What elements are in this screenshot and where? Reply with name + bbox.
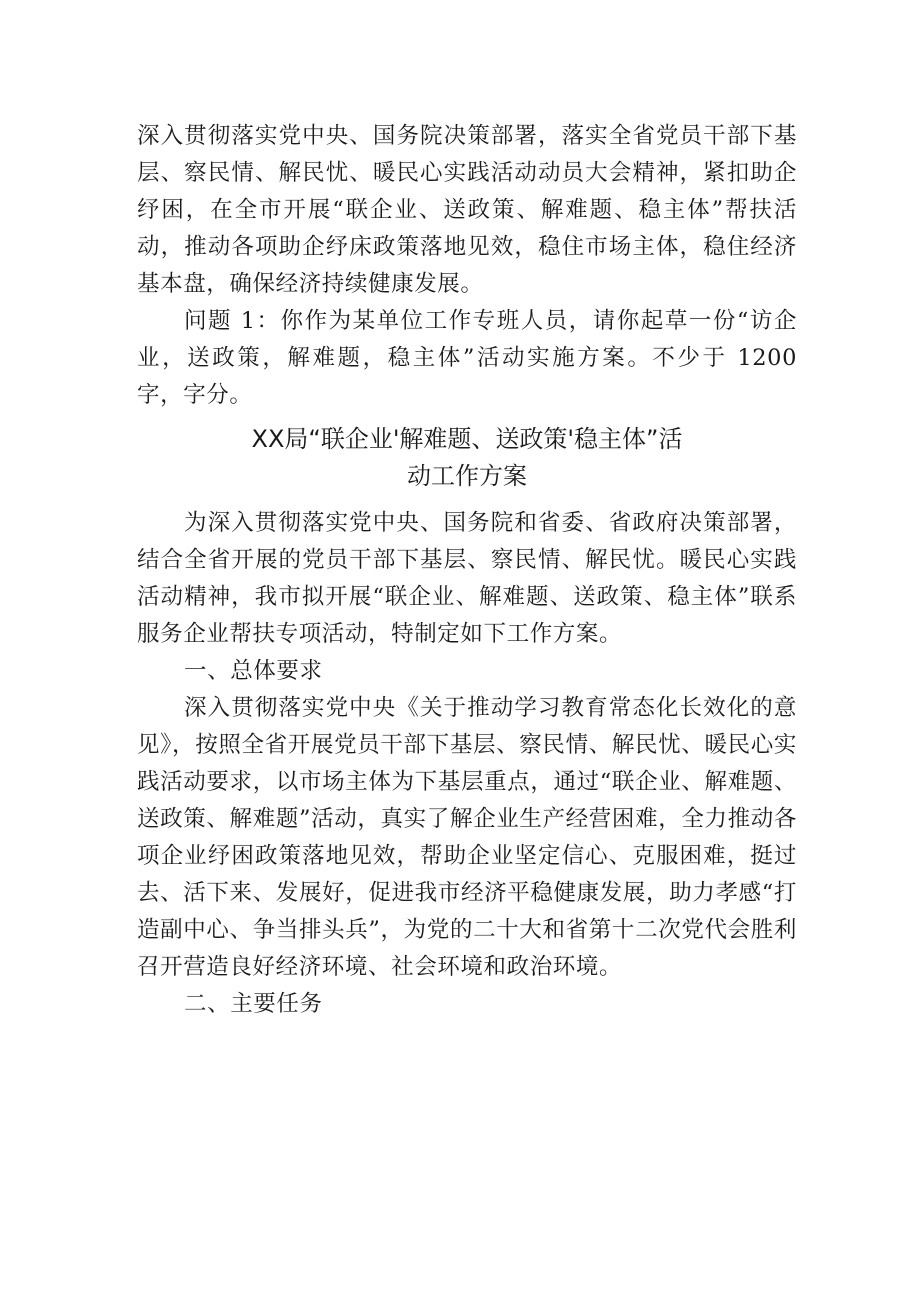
intro-paragraph: 深入贯彻落实党中央、国务院决策部署，落实全省党员干部下基层、察民情、解民忧、暖民心实践活动动员大会精神，紧扣助企纾困，在全市开展“联企业、送政策、解难题、稳主体”帮扶活动，推动各项助企纾床政策落地见效，稳住市场主体，稳住经济基本盘，确保经济持续健康发展。 — [137, 123, 797, 297]
document-title-line-1: XX局“联企业'解难题、送政策'稳主体”活 — [251, 425, 683, 453]
section-1-body: 深入贯彻落实党中央《关于推动学习教育常态化长效化的意见》，按照全省开展党员干部下基层、察民情、解民忧、暖民心实践活动要求，以市场主体为下基层重点，通过“联企业、解难题、送政策、解难题”活动，真实了解企业生产经营困难，全力推动各项企业纾困政策落地见效，帮助企业坚定信心、克服困难，挺过去、活下来、发展好，促进我市经济平稳健康发展，助力孝感“打造副中心、争当排头兵”，为党的二十大和省第十二次党代会胜利召开营造良好经济环境、社会环境和政治环境。 — [137, 695, 797, 980]
question-paragraph: 问题 1：你作为某单位工作专班人员，请你起草一份“访企业，送政策，解难题，稳主体”活动实施方案。不少于 1200 字，字分。 — [137, 308, 797, 408]
document-page — [137, 118, 797, 1023]
document-title-line-2: 动工作方案 — [407, 462, 527, 490]
document-title — [137, 421, 797, 495]
section-1-heading: 一、总体要求 — [184, 658, 323, 684]
section-2-heading: 二、主要任务 — [184, 991, 323, 1017]
preamble-paragraph: 为深入贯彻落实党中央、国务院和省委、省政府决策部署，结合全省开展的党员干部下基层、察民情、解民忧。暖民心实践活动精神，我市拟开展“联企业、解难题、送政策、稳主体”联系服务企业帮扶专项活动，特制定如下工作方案。 — [137, 510, 797, 647]
